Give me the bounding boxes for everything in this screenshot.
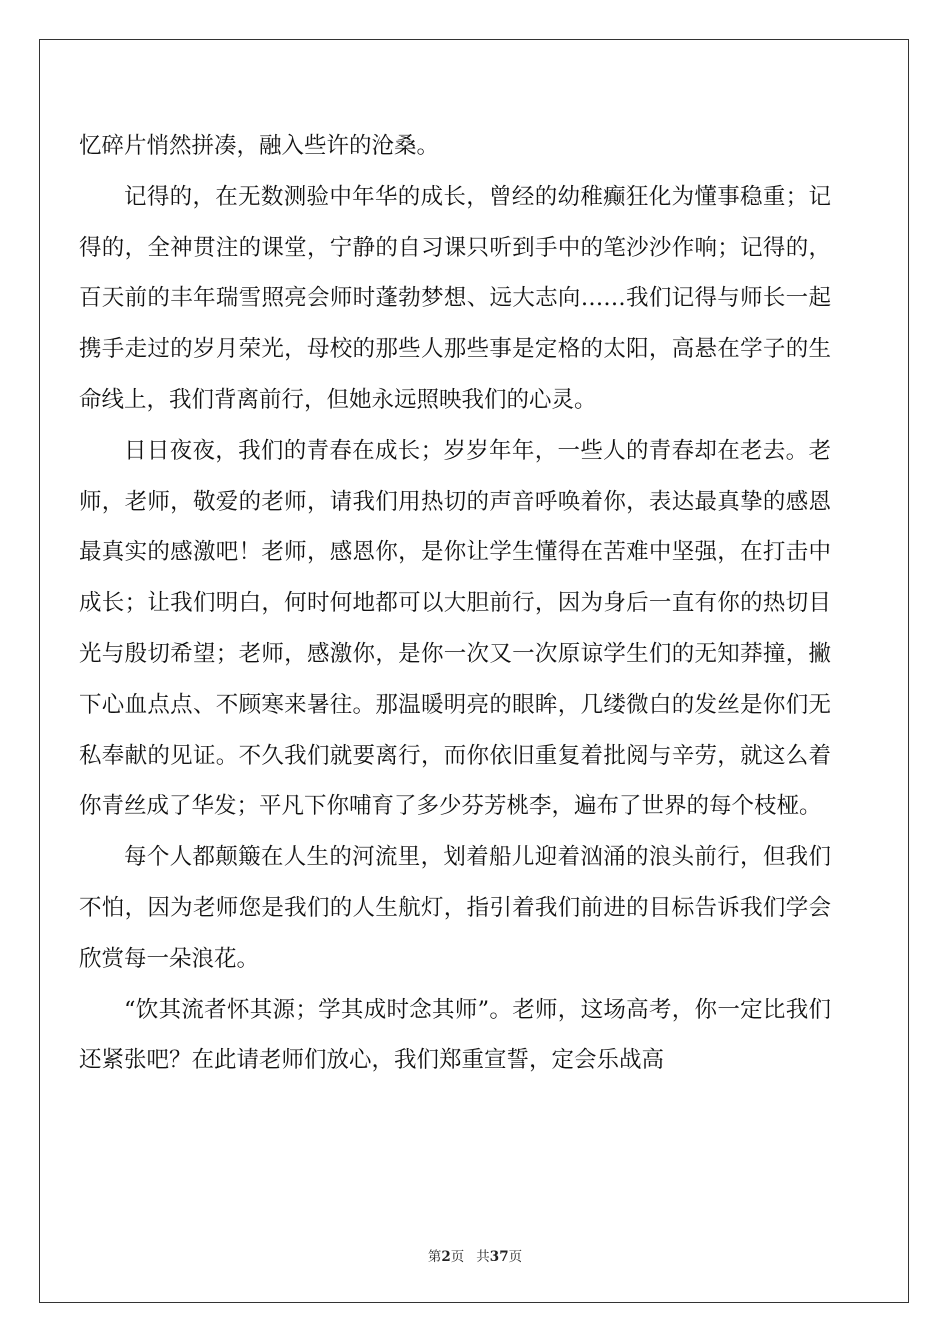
document-body [79, 121, 831, 1086]
paragraph-4: 每个人都颠簸在人生的河流里，划着船儿迎着汹涌的浪头前行，但我们不怕，因为老师您是我们的人生航灯，指引着我们前进的目标告诉我们学会欣赏每一朵浪花。 [79, 844, 831, 972]
total-pages: 37 [489, 1249, 509, 1265]
page-number: 2 [441, 1249, 451, 1265]
paragraph-1: 忆碎片悄然拼凑，融入些许的沧桑。 [79, 133, 440, 159]
page-footer [0, 1245, 950, 1265]
page-prefix: 第 [427, 1249, 442, 1265]
paragraph-5: “饮其流者怀其源；学其成时念其师”。老师，这场高考，你一定比我们还紧张吧？在此请老师们放心，我们郑重宣誓，定会乐战高 [79, 996, 831, 1074]
paragraph-2: 记得的，在无数测验中年华的成长，曾经的幼稚癫狂化为懂事稳重；记得的，全神贯注的课堂，宁静的自习课只听到手中的笔沙沙作响；记得的，百天前的丰年瑞雪照亮会师时蓬勃梦想、远大志向……我们记得与师长一起携手走过的岁月荣光，母校的那些人那些事是定格的太阳，高悬在学子的生命线上，我们背离前行，但她永远照映我们的心灵。 [79, 183, 831, 413]
total-prefix: 共 [476, 1249, 490, 1265]
page-suffix: 页 [450, 1249, 465, 1265]
total-suffix: 页 [508, 1249, 523, 1265]
paragraph-3: 日日夜夜，我们的青春在成长；岁岁年年，一些人的青春却在老去。老师，老师，敬爱的老师，请我们用热切的声音呼唤着你，表达最真挚的感恩最真实的感激吧！老师，感恩你，是你让学生懂得在苦难中坚强，在打击中成长；让我们明白，何时何地都可以大胆前行，因为身后一直有你的热切目光与殷切希望；老师，感激你，是你一次又一次原谅学生们的无知莽撞，撇下心血点点、不顾寒来暑往。那温暖明亮的眼眸，几缕微白的发丝是你们无私奉献的见证。不久我们就要离行，而你依旧重复着批阅与辛劳，就这么着你青丝成了华发；平凡下你哺育了多少芬芳桃李，遍布了世界的每个枝桠。 [79, 437, 831, 820]
